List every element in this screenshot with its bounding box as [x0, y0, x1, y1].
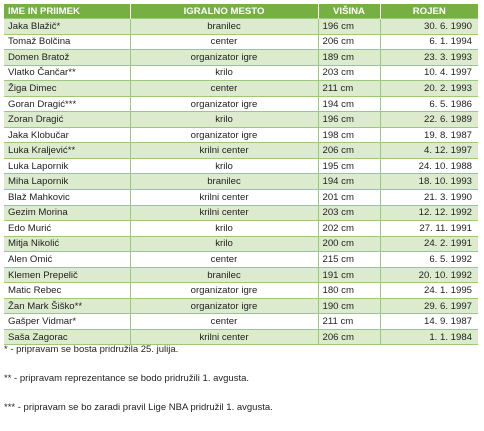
player-position: branilec — [130, 19, 318, 35]
player-born: 12. 12. 1992 — [380, 205, 478, 221]
player-height: 189 cm — [318, 50, 380, 66]
table-row — [4, 143, 478, 159]
table-row — [4, 190, 478, 206]
player-name: Miha Lapornik — [4, 174, 130, 190]
footnote: * - pripravam se bosta pridružila 25. julija. — [4, 344, 179, 355]
player-name: Jaka Blažič* — [4, 19, 130, 35]
player-position: krilni center — [130, 190, 318, 206]
player-name: Vlatko Čančar** — [4, 65, 130, 81]
player-position: center — [130, 314, 318, 330]
player-position: krilni center — [130, 143, 318, 159]
player-born: 14. 9. 1987 — [380, 314, 478, 330]
player-height: 196 cm — [318, 112, 380, 128]
player-position: center — [130, 81, 318, 97]
player-name: Gezim Morina — [4, 205, 130, 221]
player-born: 1. 1. 1984 — [380, 329, 478, 345]
player-born: 23. 3. 1993 — [380, 50, 478, 66]
table-row — [4, 205, 478, 221]
table-row — [4, 298, 478, 314]
player-height: 202 cm — [318, 221, 380, 237]
player-name: Zoran Dragić — [4, 112, 130, 128]
player-born: 30. 6. 1990 — [380, 19, 478, 35]
player-height: 211 cm — [318, 81, 380, 97]
table-row — [4, 236, 478, 252]
table-row — [4, 19, 478, 35]
player-position: krilni center — [130, 329, 318, 345]
player-height: 201 cm — [318, 190, 380, 206]
player-position: krilni center — [130, 205, 318, 221]
player-height: 203 cm — [318, 65, 380, 81]
player-born: 10. 4. 1997 — [380, 65, 478, 81]
player-height: 180 cm — [318, 283, 380, 299]
player-position: branilec — [130, 174, 318, 190]
player-height: 211 cm — [318, 314, 380, 330]
column-header-height: VIŠINA — [318, 4, 380, 19]
player-born: 6. 1. 1994 — [380, 34, 478, 50]
player-name: Saša Zagorac — [4, 329, 130, 345]
header-row — [4, 4, 478, 19]
table-row — [4, 158, 478, 174]
player-born: 24. 10. 1988 — [380, 158, 478, 174]
table-row — [4, 252, 478, 268]
footnote: ** - pripravam reprezentance se bodo pridružili 1. avgusta. — [4, 373, 250, 384]
player-height: 194 cm — [318, 96, 380, 112]
player-born: 4. 12. 1997 — [380, 143, 478, 159]
table-row — [4, 267, 478, 283]
table-row — [4, 283, 478, 299]
player-name: Jaka Klobučar — [4, 127, 130, 143]
player-born: 6. 5. 1986 — [380, 96, 478, 112]
table-row — [4, 34, 478, 50]
player-height: 206 cm — [318, 34, 380, 50]
roster-body — [4, 19, 478, 345]
player-name: Luka Lapornik — [4, 158, 130, 174]
player-born: 24. 2. 1991 — [380, 236, 478, 252]
player-position: organizator igre — [130, 283, 318, 299]
player-height: 215 cm — [318, 252, 380, 268]
player-name: Goran Dragić*** — [4, 96, 130, 112]
footnote: *** - pripravam se bo zaradi pravil Lige NBA pridružil 1. avgusta. — [4, 402, 273, 413]
player-position: center — [130, 252, 318, 268]
table-row — [4, 81, 478, 97]
player-height: 195 cm — [318, 158, 380, 174]
player-born: 29. 6. 1997 — [380, 298, 478, 314]
player-name: Alen Omić — [4, 252, 130, 268]
player-name: Domen Bratož — [4, 50, 130, 66]
roster-table — [4, 4, 478, 345]
table-row — [4, 112, 478, 128]
player-height: 196 cm — [318, 19, 380, 35]
player-name: Tomaž Bolčina — [4, 34, 130, 50]
player-name: Luka Kraljević** — [4, 143, 130, 159]
player-position: center — [130, 34, 318, 50]
table-row — [4, 329, 478, 345]
player-born: 19. 8. 1987 — [380, 127, 478, 143]
player-born: 24. 1. 1995 — [380, 283, 478, 299]
player-born: 20. 10. 1992 — [380, 267, 478, 283]
player-position: branilec — [130, 267, 318, 283]
player-name: Blaž Mahkovic — [4, 190, 130, 206]
player-position: organizator igre — [130, 96, 318, 112]
player-height: 206 cm — [318, 329, 380, 345]
player-name: Matic Rebec — [4, 283, 130, 299]
player-name: Žan Mark Šiško** — [4, 298, 130, 314]
player-position: organizator igre — [130, 50, 318, 66]
footnotes — [4, 344, 273, 431]
player-position: krilo — [130, 112, 318, 128]
column-header-name: IME IN PRIIMEK — [4, 4, 130, 19]
player-born: 18. 10. 1993 — [380, 174, 478, 190]
player-position: organizator igre — [130, 127, 318, 143]
player-height: 191 cm — [318, 267, 380, 283]
player-name: Edo Murić — [4, 221, 130, 237]
player-height: 203 cm — [318, 205, 380, 221]
player-name: Mitja Nikolić — [4, 236, 130, 252]
player-born: 6. 5. 1992 — [380, 252, 478, 268]
player-position: krilo — [130, 221, 318, 237]
table-row — [4, 127, 478, 143]
player-position: organizator igre — [130, 298, 318, 314]
table-row — [4, 96, 478, 112]
table-row — [4, 50, 478, 66]
table-row — [4, 65, 478, 81]
player-born: 27. 11. 1991 — [380, 221, 478, 237]
player-born: 21. 3. 1990 — [380, 190, 478, 206]
player-position: krilo — [130, 158, 318, 174]
player-height: 194 cm — [318, 174, 380, 190]
player-born: 20. 2. 1993 — [380, 81, 478, 97]
player-born: 22. 6. 1989 — [380, 112, 478, 128]
player-name: Gašper Vidmar* — [4, 314, 130, 330]
table-row — [4, 221, 478, 237]
player-name: Klemen Prepelič — [4, 267, 130, 283]
table-row — [4, 174, 478, 190]
column-header-position: IGRALNO MESTO — [130, 4, 318, 19]
table-row — [4, 314, 478, 330]
player-name: Žiga Dimec — [4, 81, 130, 97]
player-height: 206 cm — [318, 143, 380, 159]
player-height: 200 cm — [318, 236, 380, 252]
player-position: krilo — [130, 236, 318, 252]
player-position: krilo — [130, 65, 318, 81]
column-header-born: ROJEN — [380, 4, 478, 19]
player-height: 198 cm — [318, 127, 380, 143]
player-height: 190 cm — [318, 298, 380, 314]
